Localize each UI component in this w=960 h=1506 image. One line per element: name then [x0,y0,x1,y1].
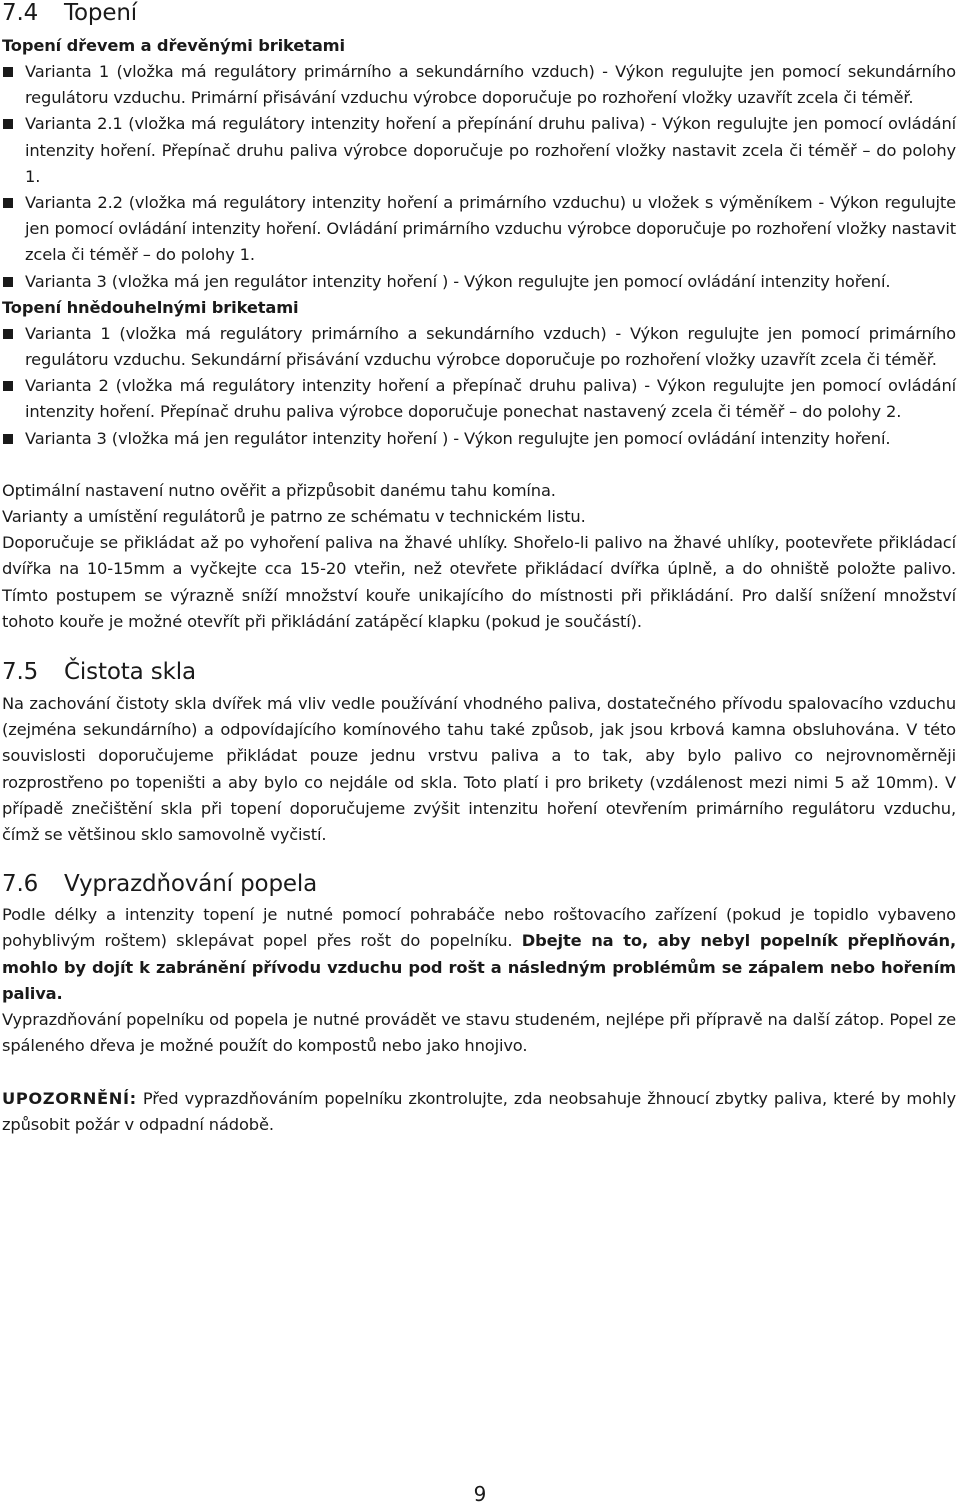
section-title: Vyprazdňování popela [64,871,318,898]
warning-paragraph [2,1086,956,1138]
wood-variants-list [2,59,956,295]
warning-text: Před vyprazdňováním popelníku zkontrolujte, zda neobsahuje žhnoucí zbytky paliva, které by mohly způsobit požár v odpadní nádobě. [2,1088,956,1134]
section-heading-7-4 [2,0,956,26]
list-item-text: Varianta 2.2 (vložka má regulátory intenzity hoření a primárního vzduchu) u vložek s výměníkem - Výkon regulujte jen pomocí ovládání intenzity hoření. Ovládání primárního vzduchu výrobce doporučuje po rozhoření vložky nastavit zcela či téměř – do polohy 1. [25,193,956,265]
square-bullet-icon [3,434,13,444]
list-item-text: Varianta 2 (vložka má regulátory intenzity hoření a přepínač druhu paliva) - Výkon regulujte jen pomocí ovládání intenzity hoření. Přepínač druhu paliva výrobce doporučuje ponechat nastavený zcela či téměř – do polohy 2. [25,376,956,422]
square-bullet-icon [3,381,13,391]
bold-instruction: Dbejte na to, aby nebyl popelník přeplňován, mohlo by dojít k zabránění přívodu vzduchu pod rošt a následným problémům se zápalem nebo hořením paliva. [2,931,957,1003]
paragraph-glass-cleanliness: Na zachování čistoty skla dvířek má vliv vedle používání vhodného paliva, dostatečného přívodu spalovacího vzduchu (zejména sekundárního) a odpovídajícího komínového tahu také způsob, jak jsou krbová kamna obsluhována. V této souvislosti doporučujeme přikládat pouze jednu vrstvu paliva a to tak, aby bylo palivo co nejrovnoměrněji rozprostřeno po topeništi a aby bylo co nejdále od skla. Toto platí i pro brikety (vzdálenost mezi nimi 5 až 10mm). V případě znečištění skla při topení doporučujeme zvýšit intenzitu hoření otevřením primárního regulátoru vzduchu, čímž se většinou sklo samovolně vyčistí. [2,694,956,845]
paragraph-ash-emptying: Vyprazdňování popelníku od popela je nutné provádět ve stavu studeném, nejlépe při přípravě na další zátop. Popel ze spáleného dřeva je možné použít do kompostů nebo jako hnojivo. [2,1010,956,1056]
section-heading-7-6 [2,871,956,897]
paragraph-refueling: Doporučuje se přikládat až po vyhoření paliva na žhavé uhlíky. Shořelo-li palivo na žhavé uhlíky, pootevřete přikládací dvířka na 10-15mm a vyčkejte cca 15-20 vteřin, než otevřete přikládací dvířka úplně, a do ohniště položte palivo. Tímto postupem se výrazně sníží množství kouře unikajícího do místnosti při přikládání. Pro další snížení množství tohoto kouře je možné otevřít při přikládání zatápěcí klapku (pokud je součástí). [2,533,956,631]
square-bullet-icon [3,198,13,208]
subheading-wood: Topení dřevem a dřevěnými briketami [2,36,345,55]
section-number: 7.5 [2,659,39,686]
warning-label: UPOZORNĚNÍ: [2,1088,137,1108]
paragraph-ash-removal [2,902,956,1007]
list-item [2,426,956,452]
paragraph-text: Podle délky a intenzity topení je nutné pomocí pohrabáče nebo roštovacího zařízení (pokud je topidlo vybaveno pohyblivým roštem) sklepávat popel přes rošt do popelníku. [2,905,956,951]
coal-variants-list [2,321,956,452]
page-number: 9 [473,1482,487,1506]
square-bullet-icon [3,329,13,339]
list-item [2,321,956,373]
square-bullet-icon [3,67,13,77]
square-bullet-icon [3,119,13,129]
square-bullet-icon [3,277,13,287]
list-item [2,373,956,425]
section-7-5 [2,659,956,848]
section-7-6 [2,871,956,1138]
section-number: 7.4 [2,0,39,26]
list-item-text: Varianta 1 (vložka má regulátory primárního a sekundárního vzduch) - Výkon regulujte jen pomocí primárního regulátoru vzduchu. Sekundární přisávání vzduchu výrobce doporučuje po rozhoření vložky uzavřít zcela či téměř. [25,323,956,370]
page-content [2,0,956,1138]
list-item [2,111,956,190]
section-title: Topení [64,0,138,26]
list-item [2,59,956,111]
list-item [2,190,956,269]
paragraph-variants-location: Varianty a umístění regulátorů je patrno ze schématu v technickém listu. [2,507,586,527]
paragraph-optimal-setting: Optimální nastavení nutno ověřit a přizpůsobit danému tahu komína. [2,480,556,500]
subheading-brown-coal: Topení hnědouhelnými briketami [2,297,299,317]
list-item-text: Varianta 2.1 (vložka má regulátory intenzity hoření a přepínání druhu paliva) - Výkon regulujte jen pomocí ovládání intenzity hoření. Přepínač druhu paliva výrobce doporučuje po rozhoření vložky nastavit zcela či téměř – do polohy 1. [25,114,956,186]
section-heading-7-5 [2,659,956,685]
section-number: 7.6 [2,871,39,898]
section-7-4 [2,0,956,635]
list-item-text: Varianta 3 (vložka má jen regulátor intenzity hoření ) - Výkon regulujte jen pomocí ovládání intenzity hoření. [25,271,891,291]
list-item [2,269,956,295]
list-item-text: Varianta 3 (vložka má jen regulátor intenzity hoření ) - Výkon regulujte jen pomocí ovládání intenzity hoření. [25,428,891,448]
list-item-text: Varianta 1 (vložka má regulátory primárního a sekundárního vzduch) - Výkon regulujte jen pomocí sekundárního regulátoru vzduchu. Primární přisávání vzduchu výrobce doporučuje po rozhoření vložky uzavřít zcela či téměř. [25,62,956,108]
section-title: Čistota skla [64,659,196,686]
